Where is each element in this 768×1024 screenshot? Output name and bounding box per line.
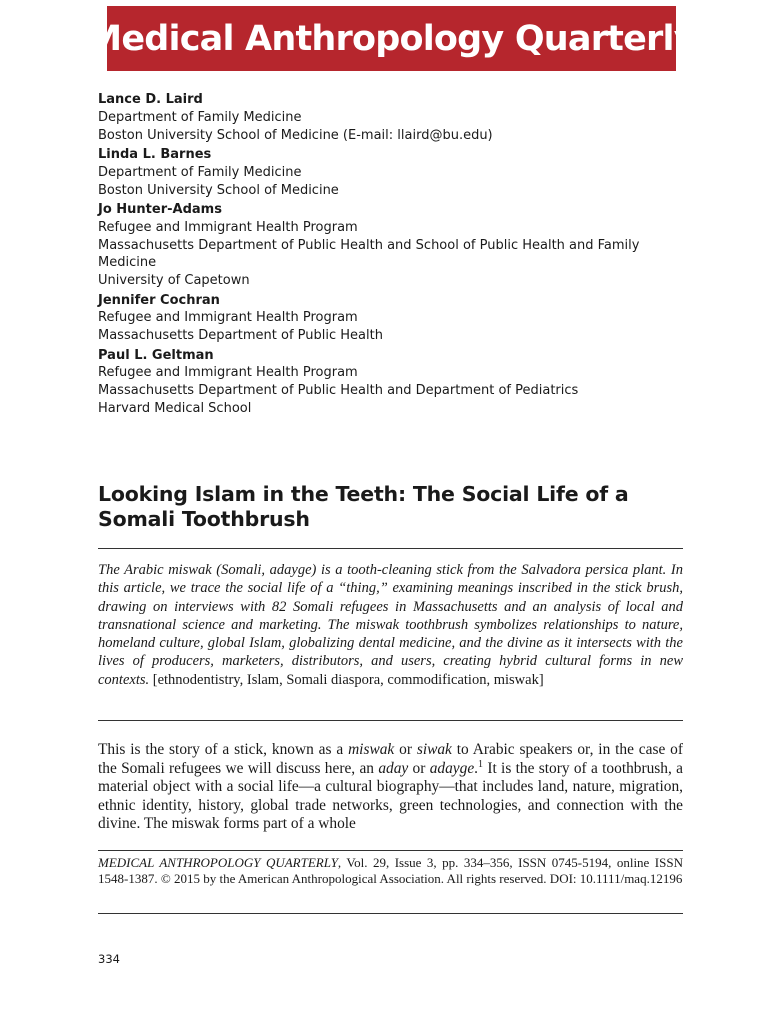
author-block xyxy=(98,347,698,418)
author-affiliation-line: Refugee and Immigrant Health Program xyxy=(98,310,358,326)
citation-footer xyxy=(98,855,683,887)
body-paragraph xyxy=(98,741,683,834)
author-affiliation-line: Massachusetts Department of Public Health and Department of Pediatrics xyxy=(98,383,579,399)
keywords: [ethnodentistry, Islam, Somali diaspora, commodification, miswak] xyxy=(152,671,544,688)
author-affiliation-line: Department of Family Medicine xyxy=(98,109,302,125)
author-affiliation-line: Refugee and Immigrant Health Program xyxy=(98,365,358,381)
author-affiliation-line: University of Capetown xyxy=(98,273,250,289)
abstract xyxy=(98,561,683,689)
author-affiliation-line: Boston University School of Medicine (E-mail: llaird@bu.edu) xyxy=(98,127,493,143)
footer-journal-name: MEDICAL ANTHROPOLOGY QUARTERLY xyxy=(98,855,338,870)
body-term: miswak xyxy=(348,741,395,758)
body-text: It is the story of a toothbrush, a material object with a social life—a cultural biography—that includes land, nature, migration, ethnic identity, history, global trade networks, green technologies, and connection with the divine. The miswak forms part of a whole xyxy=(98,759,683,833)
author-name: Jo Hunter-Adams xyxy=(98,201,222,217)
body-text: or xyxy=(408,759,430,777)
divider-rule xyxy=(98,850,683,851)
author-affiliation-line: Massachusetts Department of Public Health xyxy=(98,328,383,344)
body-term: adayge xyxy=(429,759,475,777)
author-affiliation-line: Boston University School of Medicine xyxy=(98,182,339,198)
author-block xyxy=(98,91,698,144)
body-text: This is the story of a stick, known as a xyxy=(98,741,349,758)
author-name: Paul L. Geltman xyxy=(98,347,214,363)
author-affiliation-line: Harvard Medical School xyxy=(98,400,252,416)
body-text: . xyxy=(474,759,479,777)
author-list xyxy=(98,91,698,419)
divider-rule xyxy=(98,720,683,721)
author-block xyxy=(98,146,698,199)
abstract-text: The Arabic miswak (Somali, adayge) is a tooth-cleaning stick from the Salvadora persica plant. In this article, we trace the social life of a “thing,” examining meanings inscribed in the stick brush, drawing on interviews with 82 Somali refugees in Massachusetts and an analysis of local and transnational science and marketing. The miswak toothbrush symbolizes relationships to nature, homeland culture, global Islam, globalizing dental medicine, and the divine as it intersects with the lives of producers, marketers, distributors, and users, creating hybrid cultural forms in new contexts. xyxy=(98,562,683,688)
journal-masthead xyxy=(87,6,696,71)
author-name: Lance D. Laird xyxy=(98,92,203,107)
divider-rule xyxy=(98,913,683,914)
body-text: or xyxy=(394,741,417,758)
author-block xyxy=(98,201,698,290)
author-affiliation-line: Department of Family Medicine xyxy=(98,164,302,180)
journal-title: Medical Anthropology Quarterly xyxy=(87,18,696,59)
body-term: siwak xyxy=(416,741,452,758)
author-name: Jennifer Cochran xyxy=(98,292,220,308)
author-name: Linda L. Barnes xyxy=(98,146,212,162)
footnote-reference[interactable]: 1 xyxy=(478,758,484,770)
article-title: Looking Islam in the Teeth: The Social Life of a Somali Toothbrush xyxy=(98,482,629,531)
body-text: to Arabic speakers or, in the case of the Somali refugees we will discuss here, an xyxy=(98,741,683,777)
page-number: 334 xyxy=(98,952,120,966)
divider-rule xyxy=(98,548,683,549)
author-affiliation-line: Refugee and Immigrant Health Program xyxy=(98,219,358,235)
body-term: aday xyxy=(378,759,409,777)
author-affiliation-line: Massachusetts Department of Public Health and School of Public Health and Family Medicine xyxy=(98,237,640,271)
footer-citation: , Vol. 29, Issue 3, pp. 334–356, ISSN 0745-5194, online ISSN 1548-1387. © 2015 by the American Anthropological Association. All rights reserved. DOI: 10.1111/maq.12196 xyxy=(98,855,683,887)
author-block xyxy=(98,292,698,345)
